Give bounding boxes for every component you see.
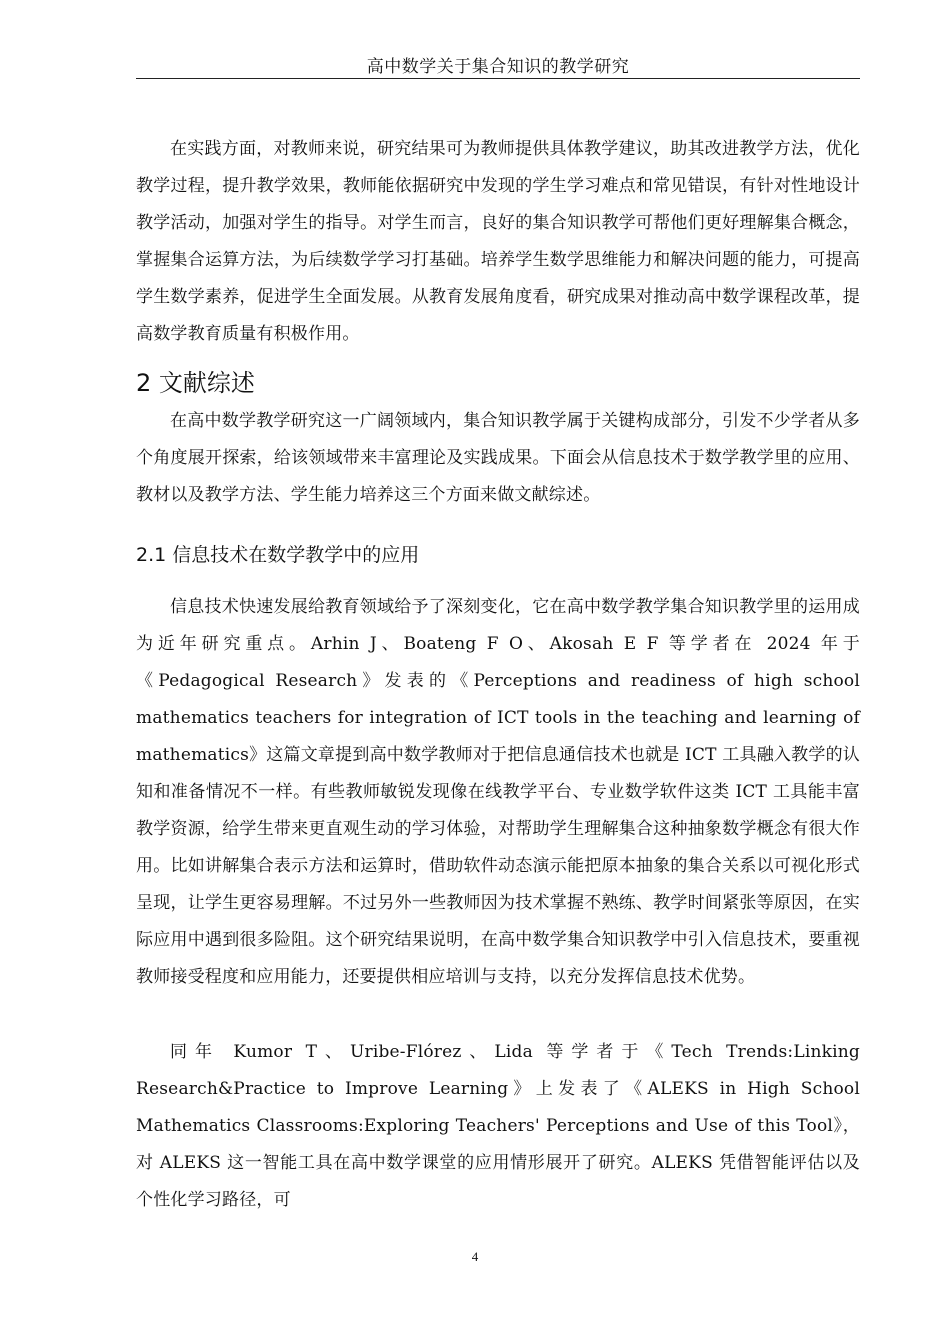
paragraph-ict-research: 信息技术快速发展给教育领域给予了深刻变化，它在高中数学教学集合知识教学里的运用成为近年研究重点。Arhin J、Boateng F O、Akosah E F 等学者在 2024 年于《Pedagogical Research》发表的《Perceptions and readiness of high school mathematics teachers for integration of ICT tools in the teaching and learning of mathematics》这篇文章提到高中数学教师对于把信息通信技术也就是 ICT 工具融入教学的认知和准备情况不一样。有些教师敏锐发现像在线教学平台、专业数学软件这类 ICT 工具能丰富教学资源，给学生带来更直观生动的学习体验，对帮助学生理解集合这种抽象数学概念有很大作用。比如讲解集合表示方法和运算时，借助软件动态演示能把原本抽象的集合关系以可视化形式呈现，让学生更容易理解。不过另外一些教师因为技术掌握不熟练、教学时间紧张等原因，在实际应用中遇到很多险阻。这个研究结果说明，在高中数学集合知识教学中引入信息技术，要重视教师接受程度和应用能力，还要提供相应培训与支持，以充分发挥信息技术优势。 (136, 597, 860, 987)
page-number: 4 (471, 1249, 479, 1264)
header-divider (136, 78, 860, 79)
paragraph-literature-intro: 在高中数学教学研究这一广阔领域内，集合知识教学属于关键构成部分，引发不少学者从多个角度展开探索，给该领域带来丰富理论及实践成果。下面会从信息技术于数学教学里的应用、教材以及教学方法、学生能力培养这三个方面来做文献综述。 (136, 411, 860, 505)
running-header-title: 高中数学关于集合知识的教学研究 (366, 57, 630, 77)
paragraph-practice-significance: 在实践方面，对教师来说，研究结果可为教师提供具体教学建议，助其改进教学方法，优化教学过程，提升教学效果，教师能依据研究中发现的学生学习难点和常见错误，有针对性地设计教学活动，加强对学生的指导。对学生而言，良好的集合知识教学可帮他们更好理解集合概念，掌握集合运算方法，为后续数学学习打基础。培养学生数学思维能力和解决问题的能力，可提高学生数学素养，促进学生全面发展。从教育发展角度看，研究成果对推动高中数学课程改革，提高数学教育质量有积极作用。 (136, 139, 860, 344)
section-heading-literature-review: 2 文献综述 (136, 369, 255, 397)
paragraph-aleks-research: 同年 Kumor T、Uribe-Flórez、Lida 等学者于《Tech Trends:Linking Research&Practice to Improve Learning》上发表了《ALEKS in High School Mathematics Classrooms:Exploring Teachers' Perceptions and Use of this Tool》，对 ALEKS 这一智能工具在高中数学课堂的应用情形展开了研究。ALEKS 凭借智能评估以及个性化学习路径，可 (136, 1042, 860, 1210)
subsection-heading-it-application: 2.1 信息技术在数学教学中的应用 (136, 544, 420, 566)
